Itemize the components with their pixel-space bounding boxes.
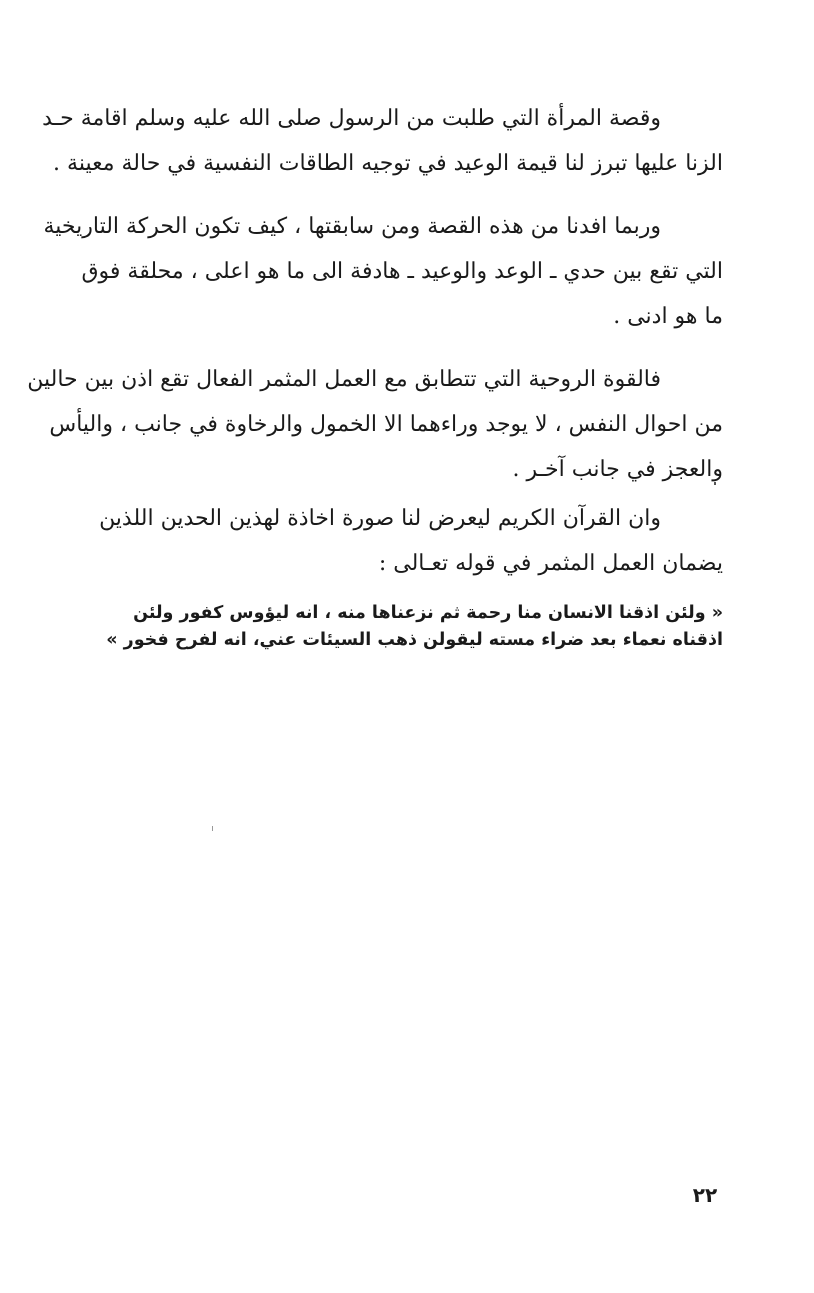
print-speck — [212, 826, 213, 831]
paragraph-line: ما هو ادنى . — [613, 304, 723, 329]
paragraph-line: من احوال النفس ، لا يوجد وراءهما الا الخمول والرخاوة في جانب ، واليأس — [49, 412, 723, 437]
paragraph-4 — [30, 496, 723, 586]
paragraph-line: وان القرآن الكريم ليعرض لنا صورة اخاذة لهذين الحدين اللذين — [99, 506, 661, 531]
paragraph-line: وقصة المرأة التي طلبت من الرسول صلى الله عليه وسلم اقامة حـد — [42, 106, 661, 131]
quote-line: « ولئن اذقنا الانسان منا رحمة ثم نزعناها منه ، انه ليؤوس كفور ولئن — [133, 603, 723, 623]
page-number: ٢٢ — [692, 1183, 718, 1207]
quote-line: اذقناه نعماء بعد ضراء مسته ليقولن ذهب السيئات عني، انه لفرح فخور » — [106, 630, 723, 650]
paragraph-line: وربما افدنا من هذه القصة ومن سابقتها ، كيف تكون الحركة التاريخية — [43, 214, 661, 239]
paragraph-line: يضمان العمل المثمر في قوله تعـالى : — [378, 551, 723, 576]
print-speck — [714, 482, 716, 485]
paragraph-3 — [27, 357, 723, 492]
paragraph-2 — [30, 204, 723, 339]
paragraph-line: فالقوة الروحية التي تتطابق مع العمل المثمر الفعال تقع اذن بين حالين — [27, 367, 661, 392]
quran-quote — [30, 600, 723, 654]
paragraph-line: التي تقع بين حدي ـ الوعد والوعيد ـ هادفة الى ما هو اعلى ، محلقة فوق — [81, 259, 723, 284]
paragraph-line: والعجز في جانب آخـر . — [512, 457, 723, 482]
paragraph-1 — [30, 96, 723, 186]
paragraph-line: الزنا عليها تبرز لنا قيمة الوعيد في توجيه الطاقات النفسية في حالة معينة . — [53, 151, 723, 176]
